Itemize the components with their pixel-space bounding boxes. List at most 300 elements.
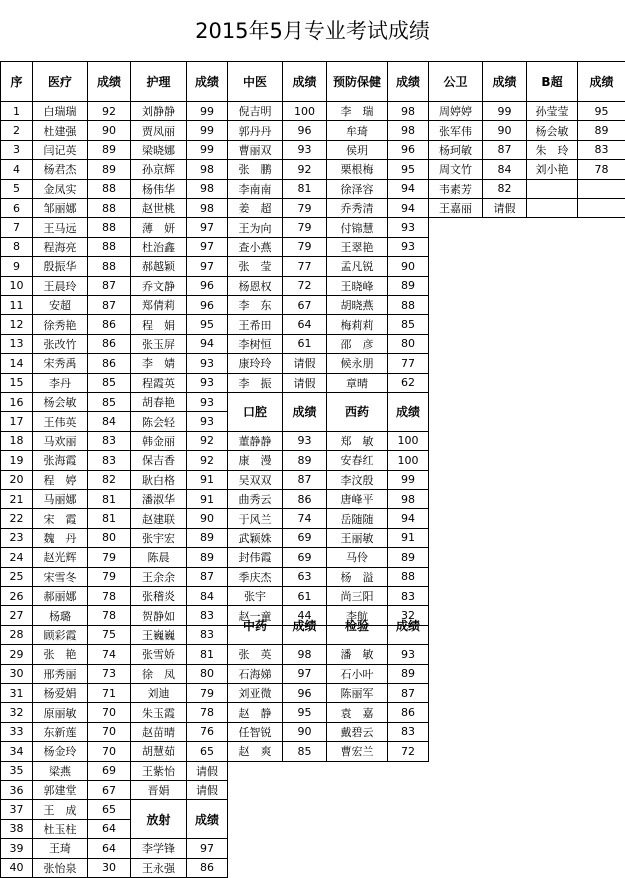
- name-cell: 耿白格: [130, 470, 187, 490]
- name-cell: 石海娣: [227, 664, 283, 684]
- name-cell: 李 东: [227, 295, 283, 315]
- name-cell: 封伟霞: [227, 547, 283, 567]
- row-number-cell: 22: [0, 508, 33, 528]
- name-cell: 邵 彦: [326, 334, 388, 354]
- name-cell: 白瑞瑞: [32, 101, 88, 121]
- score-header: 成绩: [186, 799, 228, 839]
- column-header: 预防保健: [326, 61, 388, 102]
- score-cell: [577, 179, 625, 199]
- score-cell: 90: [87, 120, 131, 140]
- row-number-cell: 21: [0, 489, 33, 509]
- name-cell: 付锦慧: [326, 217, 388, 237]
- score-cell: 86: [87, 314, 131, 334]
- name-cell: 张 艳: [32, 644, 88, 664]
- score-cell: 83: [387, 722, 429, 742]
- name-cell: 郭丹丹: [227, 120, 283, 140]
- name-cell: 唐峰平: [326, 489, 388, 509]
- score-cell: 99: [482, 101, 527, 121]
- score-cell: 64: [87, 819, 131, 839]
- score-cell: 62: [387, 373, 429, 393]
- name-cell: 李学锋: [130, 838, 187, 858]
- name-cell: 张军伟: [428, 120, 483, 140]
- score-cell: 83: [387, 586, 429, 606]
- name-cell: 王马远: [32, 217, 88, 237]
- score-cell: 75: [87, 625, 131, 645]
- score-cell: 96: [282, 120, 327, 140]
- name-cell: 贺静如: [130, 605, 187, 625]
- score-cell: 86: [186, 858, 228, 878]
- name-cell: 张宇: [227, 586, 283, 606]
- name-cell: 郝越颖: [130, 256, 187, 276]
- score-header: 成绩: [87, 61, 131, 102]
- score-cell: 请假: [482, 198, 527, 218]
- score-cell: 94: [387, 198, 429, 218]
- name-cell: 杨爱娟: [32, 683, 88, 703]
- score-cell: 79: [282, 198, 327, 218]
- name-cell: 陈丽军: [326, 683, 388, 703]
- score-cell: 78: [186, 702, 228, 722]
- score-cell: 99: [186, 101, 228, 121]
- score-cell: 83: [87, 450, 131, 470]
- row-number-cell: 36: [0, 780, 33, 800]
- row-number-cell: 26: [0, 586, 33, 606]
- score-cell: 76: [186, 722, 228, 742]
- name-cell: 程海亮: [32, 237, 88, 257]
- score-cell: 78: [87, 586, 131, 606]
- column-header: 公卫: [428, 61, 483, 102]
- score-cell: 93: [186, 392, 228, 412]
- row-number-cell: 14: [0, 353, 33, 373]
- name-cell: 赵世桃: [130, 198, 187, 218]
- score-cell: 81: [282, 179, 327, 199]
- score-cell: 90: [482, 120, 527, 140]
- score-cell: 85: [87, 392, 131, 412]
- name-cell: 张 英: [227, 644, 283, 664]
- name-cell: 李树恒: [227, 334, 283, 354]
- name-cell: 张 莹: [227, 256, 283, 276]
- name-cell: 曹宏兰: [326, 741, 388, 761]
- name-cell: 曲秀云: [227, 489, 283, 509]
- name-cell: 王伟英: [32, 411, 88, 431]
- name-cell: 杜治鑫: [130, 237, 187, 257]
- name-cell: 曹丽双: [227, 140, 283, 160]
- name-cell: 马欢丽: [32, 431, 88, 451]
- score-cell: 87: [87, 295, 131, 315]
- name-cell: 于风兰: [227, 508, 283, 528]
- score-cell: 83: [186, 605, 228, 625]
- score-cell: 79: [282, 217, 327, 237]
- score-cell: 79: [87, 567, 131, 587]
- row-number-cell: 28: [0, 625, 33, 645]
- row-number-cell: 32: [0, 702, 33, 722]
- score-cell: 91: [186, 489, 228, 509]
- row-number-cell: 15: [0, 373, 33, 393]
- score-cell: 83: [186, 625, 228, 645]
- name-cell: 陈会轻: [130, 411, 187, 431]
- score-header: 成绩: [186, 61, 228, 102]
- name-cell: 查小燕: [227, 237, 283, 257]
- name-cell: 梁晓娜: [130, 140, 187, 160]
- name-cell: 赵建联: [130, 508, 187, 528]
- score-header: 成绩: [282, 392, 327, 432]
- name-cell: 顾彩霞: [32, 625, 88, 645]
- name-cell: 晋娟: [130, 780, 187, 800]
- name-cell: 刘迪: [130, 683, 187, 703]
- name-cell: 杨珂敏: [428, 140, 483, 160]
- name-cell: 周文竹: [428, 159, 483, 179]
- name-cell: 李汶殷: [326, 470, 388, 490]
- score-cell: 61: [282, 334, 327, 354]
- name-cell: 石小叶: [326, 664, 388, 684]
- name-cell: 王为向: [227, 217, 283, 237]
- column-header: B超: [526, 61, 578, 102]
- row-number-cell: 31: [0, 683, 33, 703]
- score-header: 成绩: [387, 605, 429, 645]
- score-cell: 89: [87, 159, 131, 179]
- name-cell: 杨会敏: [32, 392, 88, 412]
- page-title: 2015年5月专业考试成绩: [195, 19, 430, 43]
- score-cell: [577, 198, 625, 218]
- score-cell: 94: [387, 179, 429, 199]
- name-cell: 岳随随: [326, 508, 388, 528]
- score-cell: 97: [186, 237, 228, 257]
- name-cell: 刘静静: [130, 101, 187, 121]
- score-cell: 69: [282, 547, 327, 567]
- name-cell: 张改竹: [32, 334, 88, 354]
- name-cell: 赵光辉: [32, 547, 88, 567]
- name-cell: 宋 霞: [32, 508, 88, 528]
- name-cell: 李南南: [227, 179, 283, 199]
- score-cell: 91: [387, 528, 429, 548]
- name-cell: 张海霞: [32, 450, 88, 470]
- name-cell: 赵一童: [227, 605, 283, 625]
- name-cell: 徐泽容: [326, 179, 388, 199]
- row-number-cell: 34: [0, 741, 33, 761]
- score-cell: 71: [87, 683, 131, 703]
- score-cell: 95: [186, 314, 228, 334]
- score-cell: 98: [186, 179, 228, 199]
- name-cell: 东新莲: [32, 722, 88, 742]
- row-number-cell: 17: [0, 411, 33, 431]
- score-cell: 84: [186, 586, 228, 606]
- score-cell: 61: [282, 586, 327, 606]
- score-cell: 87: [87, 276, 131, 296]
- score-cell: 84: [87, 411, 131, 431]
- score-cell: 98: [186, 198, 228, 218]
- column-header: 中药: [227, 605, 283, 645]
- name-cell: 郑倩莉: [130, 295, 187, 315]
- row-number-cell: 27: [0, 605, 33, 625]
- name-cell: 乔秀清: [326, 198, 388, 218]
- score-cell: 93: [186, 411, 228, 431]
- row-number-cell: 25: [0, 567, 33, 587]
- row-number-cell: 10: [0, 276, 33, 296]
- score-cell: 87: [282, 470, 327, 490]
- row-number-cell: 7: [0, 217, 33, 237]
- name-cell: 杜建强: [32, 120, 88, 140]
- score-cell: 94: [387, 508, 429, 528]
- score-cell: 87: [482, 140, 527, 160]
- name-cell: 张 鹏: [227, 159, 283, 179]
- row-number-cell: 35: [0, 761, 33, 781]
- score-cell: 88: [87, 256, 131, 276]
- score-cell: 65: [87, 799, 131, 819]
- score-cell: 73: [87, 664, 131, 684]
- name-cell: 侯玥: [326, 140, 388, 160]
- score-cell: 88: [87, 217, 131, 237]
- score-cell: 92: [282, 159, 327, 179]
- name-cell: 徐秀艳: [32, 314, 88, 334]
- score-cell: 90: [387, 256, 429, 276]
- score-cell: 89: [387, 276, 429, 296]
- name-cell: 杨君杰: [32, 159, 88, 179]
- name-cell: 马伶: [326, 547, 388, 567]
- row-number-cell: 16: [0, 392, 33, 412]
- score-cell: 88: [87, 179, 131, 199]
- name-cell: 张怡泉: [32, 858, 88, 878]
- name-cell: 李丹: [32, 373, 88, 393]
- name-cell: 孟凡锐: [326, 256, 388, 276]
- name-cell: [526, 198, 578, 218]
- score-cell: 63: [282, 567, 327, 587]
- score-cell: 93: [186, 373, 228, 393]
- score-cell: 89: [282, 450, 327, 470]
- score-cell: 95: [282, 702, 327, 722]
- score-cell: 85: [87, 373, 131, 393]
- name-cell: 姜 超: [227, 198, 283, 218]
- score-cell: 70: [87, 741, 131, 761]
- name-cell: 邹丽娜: [32, 198, 88, 218]
- name-cell: 张玉屏: [130, 334, 187, 354]
- name-cell: 赵 静: [227, 702, 283, 722]
- score-header: 成绩: [282, 61, 327, 102]
- name-cell: 马丽娜: [32, 489, 88, 509]
- name-cell: 郭建堂: [32, 780, 88, 800]
- name-cell: 武颖姝: [227, 528, 283, 548]
- score-cell: 67: [87, 780, 131, 800]
- score-cell: 82: [87, 470, 131, 490]
- score-cell: 89: [87, 140, 131, 160]
- score-cell: 98: [186, 159, 228, 179]
- name-cell: 原丽敏: [32, 702, 88, 722]
- score-cell: 89: [387, 664, 429, 684]
- row-number-cell: 6: [0, 198, 33, 218]
- score-header: 成绩: [387, 392, 429, 432]
- row-number-cell: 2: [0, 120, 33, 140]
- score-cell: 99: [186, 120, 228, 140]
- row-number-cell: 5: [0, 179, 33, 199]
- score-cell: 72: [387, 741, 429, 761]
- score-cell: 81: [87, 508, 131, 528]
- row-number-cell: 19: [0, 450, 33, 470]
- name-cell: 徐 凤: [130, 664, 187, 684]
- score-cell: 67: [282, 295, 327, 315]
- row-number-cell: 24: [0, 547, 33, 567]
- score-cell: 44: [282, 605, 327, 625]
- name-cell: 吴双双: [227, 470, 283, 490]
- score-cell: 78: [87, 605, 131, 625]
- score-cell: 80: [387, 334, 429, 354]
- name-cell: 栗根梅: [326, 159, 388, 179]
- row-number-cell: 39: [0, 838, 33, 858]
- score-cell: 89: [387, 547, 429, 567]
- row-number-cell: 4: [0, 159, 33, 179]
- score-cell: 79: [282, 237, 327, 257]
- name-cell: 金凤实: [32, 179, 88, 199]
- name-cell: 王余余: [130, 567, 187, 587]
- score-cell: 64: [87, 838, 131, 858]
- name-cell: 贾凤丽: [130, 120, 187, 140]
- score-cell: 92: [186, 450, 228, 470]
- name-cell: 李 振: [227, 373, 283, 393]
- name-cell: 刘小艳: [526, 159, 578, 179]
- column-header: 检验: [326, 605, 388, 645]
- score-cell: 98: [387, 120, 429, 140]
- row-number-cell: 1: [0, 101, 33, 121]
- score-cell: 88: [87, 237, 131, 257]
- score-cell: 95: [387, 159, 429, 179]
- score-cell: 85: [282, 741, 327, 761]
- score-cell: 95: [577, 101, 625, 121]
- name-cell: 乔文静: [130, 276, 187, 296]
- score-cell: 99: [186, 140, 228, 160]
- score-cell: 98: [387, 489, 429, 509]
- name-cell: 朱玉霞: [130, 702, 187, 722]
- score-cell: 92: [87, 101, 131, 121]
- score-cell: 80: [87, 528, 131, 548]
- name-cell: [526, 179, 578, 199]
- row-number-cell: 40: [0, 858, 33, 878]
- score-cell: 93: [387, 217, 429, 237]
- row-number-cell: 23: [0, 528, 33, 548]
- score-cell: 96: [282, 683, 327, 703]
- column-header: 放射: [130, 799, 187, 839]
- score-cell: 87: [186, 567, 228, 587]
- score-cell: 97: [186, 217, 228, 237]
- row-number-cell: 33: [0, 722, 33, 742]
- name-cell: 韦素芳: [428, 179, 483, 199]
- score-cell: 82: [482, 179, 527, 199]
- score-cell: 77: [387, 353, 429, 373]
- name-cell: 王巍巍: [130, 625, 187, 645]
- row-number-cell: 12: [0, 314, 33, 334]
- score-cell: 86: [87, 353, 131, 373]
- score-cell: 70: [87, 722, 131, 742]
- score-cell: 97: [282, 664, 327, 684]
- row-number-cell: 38: [0, 819, 33, 839]
- name-cell: 倪吉明: [227, 101, 283, 121]
- name-cell: 周婷婷: [428, 101, 483, 121]
- score-cell: 74: [87, 644, 131, 664]
- name-cell: 袁 嘉: [326, 702, 388, 722]
- name-cell: 潘淑华: [130, 489, 187, 509]
- score-cell: 93: [282, 431, 327, 451]
- column-header: 护理: [130, 61, 187, 102]
- row-number-cell: 37: [0, 799, 33, 819]
- score-cell: 72: [282, 276, 327, 296]
- name-cell: 王琦: [32, 838, 88, 858]
- score-cell: 86: [282, 489, 327, 509]
- name-cell: 杨会敏: [526, 120, 578, 140]
- name-cell: 王紫怡: [130, 761, 187, 781]
- name-cell: 戴碧云: [326, 722, 388, 742]
- name-cell: 赵苗晴: [130, 722, 187, 742]
- name-cell: 朱 玲: [526, 140, 578, 160]
- score-cell: 92: [186, 431, 228, 451]
- score-cell: 88: [387, 567, 429, 587]
- score-cell: 69: [87, 761, 131, 781]
- name-cell: 梁燕: [32, 761, 88, 781]
- score-cell: 90: [186, 508, 228, 528]
- name-cell: 安超: [32, 295, 88, 315]
- name-cell: 康 漫: [227, 450, 283, 470]
- score-cell: 请假: [186, 780, 228, 800]
- name-cell: 郑 敏: [326, 431, 388, 451]
- name-cell: 王永强: [130, 858, 187, 878]
- score-cell: 79: [186, 683, 228, 703]
- name-cell: 薄 妍: [130, 217, 187, 237]
- score-cell: 89: [577, 120, 625, 140]
- score-cell: 94: [186, 334, 228, 354]
- row-number-cell: 13: [0, 334, 33, 354]
- score-cell: 93: [282, 140, 327, 160]
- score-cell: 86: [387, 702, 429, 722]
- name-cell: 董静静: [227, 431, 283, 451]
- column-header: 中医: [227, 61, 283, 102]
- name-cell: 程霞英: [130, 373, 187, 393]
- score-header: 成绩: [282, 605, 327, 645]
- score-cell: 93: [186, 353, 228, 373]
- score-cell: 88: [387, 295, 429, 315]
- score-header: 成绩: [482, 61, 527, 102]
- score-cell: 74: [282, 508, 327, 528]
- name-cell: 杜玉柱: [32, 819, 88, 839]
- score-cell: 100: [387, 450, 429, 470]
- column-header: 口腔: [227, 392, 283, 432]
- name-cell: 王晓峰: [326, 276, 388, 296]
- name-cell: 王希田: [227, 314, 283, 334]
- score-cell: 83: [577, 140, 625, 160]
- name-cell: 李 瑞: [326, 101, 388, 121]
- score-cell: 86: [87, 334, 131, 354]
- row-number-cell: 30: [0, 664, 33, 684]
- score-cell: 80: [186, 664, 228, 684]
- score-header: 成绩: [387, 61, 429, 102]
- score-cell: 79: [87, 547, 131, 567]
- name-cell: 刘亚微: [227, 683, 283, 703]
- score-cell: 请假: [282, 373, 327, 393]
- column-header: 西药: [326, 392, 388, 432]
- score-cell: 89: [186, 528, 228, 548]
- name-cell: 闫记英: [32, 140, 88, 160]
- score-cell: 89: [186, 547, 228, 567]
- name-cell: 保吉香: [130, 450, 187, 470]
- name-cell: 胡春艳: [130, 392, 187, 412]
- name-cell: 任智锐: [227, 722, 283, 742]
- name-cell: 胡慧茹: [130, 741, 187, 761]
- name-cell: 邢秀丽: [32, 664, 88, 684]
- name-cell: 王晨玲: [32, 276, 88, 296]
- name-cell: 程 婷: [32, 470, 88, 490]
- name-cell: 张稽炎: [130, 586, 187, 606]
- score-cell: 87: [387, 683, 429, 703]
- name-cell: 杨璐: [32, 605, 88, 625]
- score-header: 成绩: [577, 61, 625, 102]
- score-cell: 93: [387, 237, 429, 257]
- row-number-cell: 9: [0, 256, 33, 276]
- name-cell: 候永朋: [326, 353, 388, 373]
- score-cell: 30: [87, 858, 131, 878]
